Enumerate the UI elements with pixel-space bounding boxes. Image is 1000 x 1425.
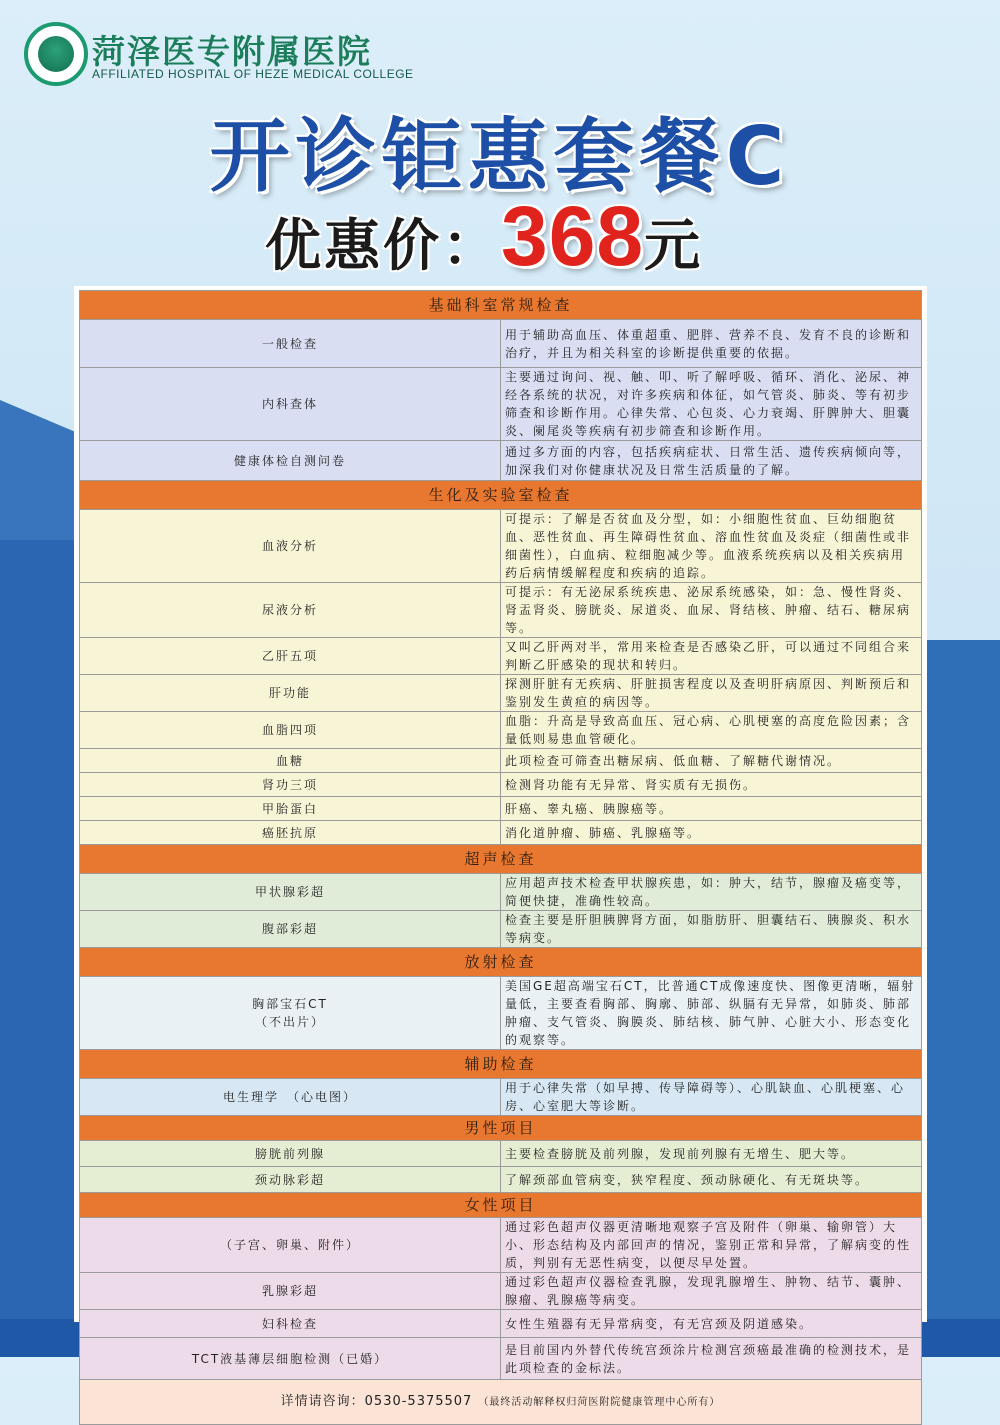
item-desc: 肝癌、睾丸癌、胰腺癌等。 — [501, 797, 922, 821]
table-row — [80, 1079, 922, 1116]
item-name: 腹部彩超 — [80, 911, 501, 948]
background-block-right — [920, 640, 1000, 1320]
table-row — [80, 821, 922, 845]
item-name: 一般检查 — [80, 320, 501, 368]
section-header-male: 男性项目 — [80, 1116, 922, 1141]
section-header-lab: 生化及实验室检查 — [80, 481, 922, 510]
item-name: 健康体检自测问卷 — [80, 441, 501, 481]
table-row — [80, 368, 922, 441]
item-name: （子宫、卵巢、附件） — [80, 1218, 501, 1273]
section-header-radiology: 放射检查 — [80, 948, 922, 977]
item-name: 乳腺彩超 — [80, 1273, 501, 1310]
item-desc: 此项检查可筛查出糖尿病、低血糖、了解糖代谢情况。 — [501, 749, 922, 773]
item-name: 胸部宝石CT （不出片） — [80, 977, 501, 1050]
table-row — [80, 977, 922, 1050]
item-name: 肝功能 — [80, 675, 501, 712]
item-desc: 女性生殖器有无异常病变，有无宫颈及阴道感染。 — [501, 1310, 922, 1338]
item-desc: 可提示：了解是否贫血及分型，如：小细胞性贫血、巨幼细胞贫血、恶性贫血、再生障碍性贫血、溶血性贫血及炎症（细菌性或非细菌性），白血病、粒细胞减少等。血液系统疾病以及相关疾病用药后病情缓解程度和疾病的追踪。 — [501, 510, 922, 583]
package-table — [79, 290, 922, 1425]
item-name: 甲状腺彩超 — [80, 874, 501, 911]
item-desc: 血脂：升高是导致高血压、冠心病、心肌梗塞的高度危险因素；含量低则易患血管硬化。 — [501, 712, 922, 749]
item-desc: 主要检查膀胱及前列腺，发现前列腺有无增生、肥大等。 — [501, 1141, 922, 1167]
table-row — [80, 1141, 922, 1167]
section-header-basic: 基础科室常规检查 — [80, 291, 922, 320]
table-row — [80, 583, 922, 638]
footer-note: （最终活动解释权归菏医附院健康管理中心所有） — [478, 1396, 721, 1408]
table-row — [80, 874, 922, 911]
table-row — [80, 1167, 922, 1193]
table-row — [80, 749, 922, 773]
item-name: 血液分析 — [80, 510, 501, 583]
item-name: 血糖 — [80, 749, 501, 773]
item-name: 内科查体 — [80, 368, 501, 441]
item-desc: 主要通过询问、视、触、叩、听了解呼吸、循环、消化、泌尿、神经各系统的状况，对许多疾病和体征，如气管炎、肺炎、等有初步筛查和诊断作用。心律失常、心包炎、心力衰竭、肝脾肿大、胆囊炎、阑尾炎等疾病有初步筛查和诊断作用。 — [501, 368, 922, 441]
table-row — [80, 773, 922, 797]
table-row — [80, 797, 922, 821]
table-row — [80, 1310, 922, 1338]
table-row — [80, 441, 922, 481]
section-header-auxiliary: 辅助检查 — [80, 1050, 922, 1079]
item-name: 甲胎蛋白 — [80, 797, 501, 821]
hospital-name-en: AFFILIATED HOSPITAL OF HEZE MEDICAL COLLEGE — [92, 67, 414, 81]
item-name: 血脂四项 — [80, 712, 501, 749]
item-desc: 用于辅助高血压、体重超重、肥胖、营养不良、发育不良的诊断和治疗，并且为相关科室的诊断提供重要的依据。 — [501, 320, 922, 368]
table-row — [80, 712, 922, 749]
item-desc: 又叫乙肝两对半，常用来检查是否感染乙肝，可以通过不同组合来判断乙肝感染的现状和转归。 — [501, 638, 922, 675]
table-row — [80, 675, 922, 712]
section-header-female: 女性项目 — [80, 1193, 922, 1218]
item-name: 妇科检查 — [80, 1310, 501, 1338]
price-row — [265, 188, 701, 283]
item-desc: 检查主要是肝胆胰脾肾方面，如脂肪肝、胆囊结石、胰腺炎、积水等病变。 — [501, 911, 922, 948]
package-table-card — [74, 286, 927, 1409]
table-row — [80, 1218, 922, 1273]
table-row — [80, 320, 922, 368]
item-desc: 可提示：有无泌尿系统疾患、泌尿系统感染，如：急、慢性肾炎、肾盂肾炎、膀胱炎、尿道炎、血尿、肾结核、肿瘤、结石、糖尿病等。 — [501, 583, 922, 638]
item-name: 颈动脉彩超 — [80, 1167, 501, 1193]
price-unit: 元 — [644, 214, 701, 279]
package-title: 开诊钜惠套餐C — [209, 110, 791, 203]
table-row — [80, 638, 922, 675]
footer-contact — [80, 1380, 922, 1425]
item-desc: 探测肝脏有无疾病、肝脏损害程度以及查明肝病原因、判断预后和鉴别发生黄疸的病因等。 — [501, 675, 922, 712]
item-desc: 通过彩色超声仪器更清晰地观察子宫及附件（卵巢、输卵管）大小、形态结构及内部回声的情况，鉴别正常和异常，了解病变的性质，判别有无恶性病变，以便尽早处置。 — [501, 1218, 922, 1273]
item-desc: 是目前国内外替代传统宫颈涂片检测宫颈癌最准确的检测技术，是此项检查的金标法。 — [501, 1338, 922, 1380]
price-label: 优惠价： — [265, 214, 501, 279]
item-name: 癌胚抗原 — [80, 821, 501, 845]
contact-phone: 详情请咨询：0530-5375507 — [280, 1393, 473, 1409]
item-name: 尿液分析 — [80, 583, 501, 638]
table-row — [80, 911, 922, 948]
section-header-ultrasound: 超声检查 — [80, 845, 922, 874]
item-desc: 消化道肿瘤、肺癌、乳腺癌等。 — [501, 821, 922, 845]
item-desc: 通过彩色超声仪器检查乳腺，发现乳腺增生、肿物、结节、囊肿、腺瘤、乳腺癌等病变。 — [501, 1273, 922, 1310]
item-name: 乙肝五项 — [80, 638, 501, 675]
hospital-name-cn: 菏泽医专附属医院 — [92, 32, 372, 71]
item-desc: 应用超声技术检查甲状腺疾患，如：肿大，结节，腺瘤及癌变等，简便快捷，准确性较高。 — [501, 874, 922, 911]
item-desc: 通过多方面的内容，包括疾病症状、日常生活、遗传疾病倾向等，加深我们对你健康状况及日常生活质量的了解。 — [501, 441, 922, 481]
table-row — [80, 1273, 922, 1310]
item-name: 肾功三项 — [80, 773, 501, 797]
background-block-left — [0, 540, 80, 1320]
item-desc: 检测肾功能有无异常、肾实质有无损伤。 — [501, 773, 922, 797]
item-name: TCT液基薄层细胞检测（已婚） — [80, 1338, 501, 1380]
item-name: 膀胱前列腺 — [80, 1141, 501, 1167]
item-name: 电生理学 （心电图） — [80, 1079, 501, 1116]
item-desc: 了解颈部血管病变，狭窄程度、颈动脉硬化、有无斑块等。 — [501, 1167, 922, 1193]
price-value: 368 — [501, 189, 645, 283]
table-row — [80, 510, 922, 583]
item-desc: 用于心律失常（如早搏、传导障碍等）、心肌缺血、心肌梗塞、心房、心室肥大等诊断。 — [501, 1079, 922, 1116]
item-desc: 美国GE超高端宝石CT，比普通CT成像速度快、图像更清晰，辐射量低，主要查看胸部、胸廓、肺部、纵膈有无异常，如肺炎、肺部肿瘤、支气管炎、胸膜炎、肺结核、肺气肿、心脏大小、形态变化的观察等。 — [501, 977, 922, 1050]
table-row — [80, 1338, 922, 1380]
hospital-logo — [24, 22, 88, 86]
